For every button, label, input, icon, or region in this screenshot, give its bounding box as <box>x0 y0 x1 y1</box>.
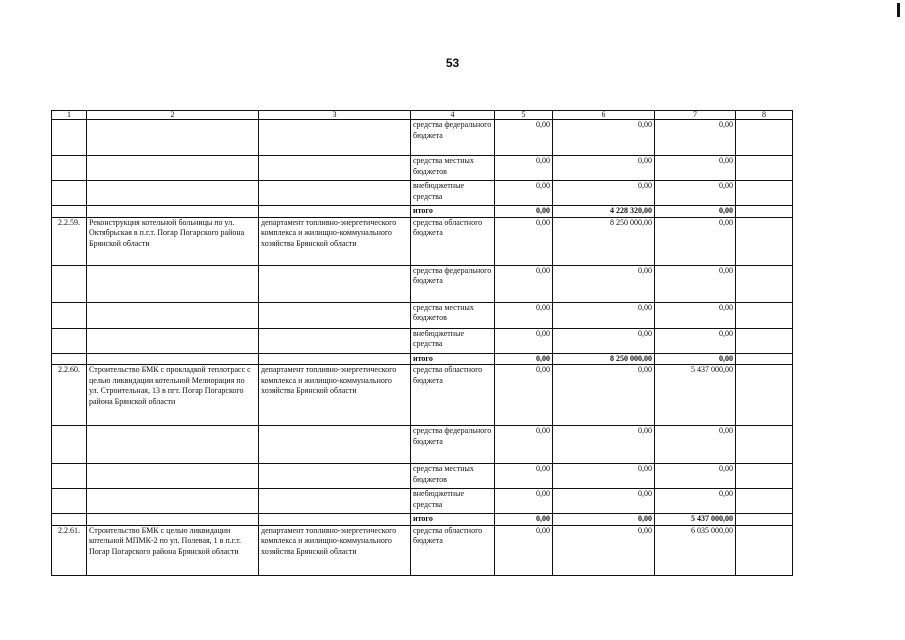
table-row <box>52 302 793 328</box>
cell-funding-source: средства областного бюджета <box>411 525 495 575</box>
cell-col6-amount: 0,00 <box>553 302 655 328</box>
table-row <box>52 265 793 302</box>
cell-col5-amount: 0,00 <box>495 217 553 265</box>
table-row <box>52 489 793 514</box>
table-row-total <box>52 206 793 218</box>
cell-department <box>259 489 411 514</box>
scan-edge-mark <box>897 3 900 17</box>
cell-funding-source: средства областного бюджета <box>411 365 495 426</box>
cell-col7-amount: 0,00 <box>655 464 736 489</box>
cell-code <box>52 120 87 156</box>
cell-measure-name <box>87 328 259 353</box>
cell-col8 <box>736 156 793 181</box>
cell-code <box>52 514 87 526</box>
cell-measure-name <box>87 265 259 302</box>
cell-code <box>52 464 87 489</box>
cell-department <box>259 426 411 464</box>
cell-col7-amount: 0,00 <box>655 156 736 181</box>
cell-col7-amount: 0,00 <box>655 206 736 218</box>
cell-measure-name: Строительство БМК с целью ликвидации котельной МПМК-2 по ул. Полевая, 1 в п.г.т. Погар Погарского района Брянской области <box>87 525 259 575</box>
cell-funding-source: итого <box>411 353 495 365</box>
cell-measure-name <box>87 302 259 328</box>
cell-department: департамент топливно-энергетического комплекса и жилищно-коммунального хозяйства Брянской области <box>259 365 411 426</box>
cell-code <box>52 328 87 353</box>
table-row <box>52 426 793 464</box>
cell-col6-amount: 0,00 <box>553 514 655 526</box>
cell-measure-name <box>87 156 259 181</box>
col-header-2: 2 <box>87 111 259 120</box>
cell-col7-amount: 0,00 <box>655 353 736 365</box>
cell-code <box>52 302 87 328</box>
cell-col6-amount: 0,00 <box>553 181 655 206</box>
table-row <box>52 217 793 265</box>
cell-department <box>259 265 411 302</box>
cell-funding-source: средства федерального бюджета <box>411 426 495 464</box>
cell-col6-amount: 0,00 <box>553 120 655 156</box>
budget-table <box>51 110 793 576</box>
cell-department: департамент топливно-энергетического комплекса и жилищно-коммунального хозяйства Брянской области <box>259 525 411 575</box>
cell-col5-amount: 0,00 <box>495 206 553 218</box>
cell-col6-amount: 4 228 320,00 <box>553 206 655 218</box>
cell-funding-source: внебюджетные средства <box>411 328 495 353</box>
cell-col6-amount: 0,00 <box>553 426 655 464</box>
col-header-4: 4 <box>411 111 495 120</box>
table-row-total <box>52 353 793 365</box>
col-header-5: 5 <box>495 111 553 120</box>
cell-funding-source: средства местных бюджетов <box>411 156 495 181</box>
cell-code: 2.2.60. <box>52 365 87 426</box>
cell-department <box>259 464 411 489</box>
page-number: 53 <box>445 56 460 70</box>
cell-measure-name <box>87 181 259 206</box>
cell-funding-source: средства местных бюджетов <box>411 302 495 328</box>
table-row <box>52 181 793 206</box>
cell-col6-amount: 0,00 <box>553 464 655 489</box>
header-row <box>52 111 793 120</box>
cell-col6-amount: 0,00 <box>553 365 655 426</box>
col-header-3: 3 <box>259 111 411 120</box>
table-row <box>52 525 793 575</box>
cell-col7-amount: 6 035 000,00 <box>655 525 736 575</box>
cell-department: департамент топливно-энергетического комплекса и жилищно-коммунального хозяйства Брянской области <box>259 217 411 265</box>
cell-col7-amount: 0,00 <box>655 489 736 514</box>
cell-col5-amount: 0,00 <box>495 525 553 575</box>
cell-col8 <box>736 120 793 156</box>
cell-col8 <box>736 328 793 353</box>
cell-col5-amount: 0,00 <box>495 265 553 302</box>
cell-col8 <box>736 514 793 526</box>
cell-department <box>259 120 411 156</box>
table-row-total <box>52 514 793 526</box>
cell-funding-source: итого <box>411 206 495 218</box>
cell-code: 2.2.61. <box>52 525 87 575</box>
cell-col7-amount: 0,00 <box>655 120 736 156</box>
cell-col5-amount: 0,00 <box>495 365 553 426</box>
cell-funding-source: средства местных бюджетов <box>411 464 495 489</box>
col-header-6: 6 <box>553 111 655 120</box>
cell-col8 <box>736 489 793 514</box>
cell-funding-source: внебюджетные средства <box>411 181 495 206</box>
cell-col6-amount: 0,00 <box>553 525 655 575</box>
cell-col8 <box>736 206 793 218</box>
cell-col5-amount: 0,00 <box>495 464 553 489</box>
cell-funding-source: итого <box>411 514 495 526</box>
cell-col7-amount: 0,00 <box>655 328 736 353</box>
cell-col6-amount: 0,00 <box>553 489 655 514</box>
cell-col6-amount: 8 250 000,00 <box>553 217 655 265</box>
cell-col5-amount: 0,00 <box>495 514 553 526</box>
cell-code <box>52 353 87 365</box>
cell-code <box>52 489 87 514</box>
cell-col6-amount: 0,00 <box>553 265 655 302</box>
cell-department <box>259 206 411 218</box>
cell-col7-amount: 0,00 <box>655 217 736 265</box>
cell-code <box>52 156 87 181</box>
cell-col8 <box>736 302 793 328</box>
cell-col8 <box>736 426 793 464</box>
cell-measure-name <box>87 514 259 526</box>
col-header-1: 1 <box>52 111 87 120</box>
cell-measure-name <box>87 353 259 365</box>
cell-department <box>259 328 411 353</box>
cell-col7-amount: 0,00 <box>655 265 736 302</box>
cell-col6-amount: 0,00 <box>553 156 655 181</box>
cell-code <box>52 265 87 302</box>
cell-measure-name <box>87 464 259 489</box>
col-header-8: 8 <box>736 111 793 120</box>
cell-measure-name <box>87 206 259 218</box>
cell-funding-source: средства областного бюджета <box>411 217 495 265</box>
cell-col8 <box>736 365 793 426</box>
cell-code: 2.2.59. <box>52 217 87 265</box>
cell-measure-name <box>87 120 259 156</box>
cell-col8 <box>736 353 793 365</box>
cell-code <box>52 206 87 218</box>
cell-funding-source: средства федерального бюджета <box>411 120 495 156</box>
table-row <box>52 464 793 489</box>
cell-col5-amount: 0,00 <box>495 489 553 514</box>
cell-funding-source: средства федерального бюджета <box>411 265 495 302</box>
table-row <box>52 365 793 426</box>
cell-col7-amount: 5 437 000,00 <box>655 514 736 526</box>
cell-col8 <box>736 181 793 206</box>
cell-col6-amount: 8 250 000,00 <box>553 353 655 365</box>
cell-measure-name: Реконструкция котельной больницы по ул. Октябрьская в п.г.т. Погар Погарского района Брянской области <box>87 217 259 265</box>
table-row <box>52 120 793 156</box>
cell-department <box>259 156 411 181</box>
cell-col7-amount: 0,00 <box>655 181 736 206</box>
cell-col5-amount: 0,00 <box>495 302 553 328</box>
cell-department <box>259 302 411 328</box>
cell-col5-amount: 0,00 <box>495 426 553 464</box>
cell-col7-amount: 0,00 <box>655 426 736 464</box>
cell-col8 <box>736 464 793 489</box>
cell-code <box>52 181 87 206</box>
table-row <box>52 156 793 181</box>
cell-measure-name: Строительство БМК с прокладкой теплотрасс с целью ликвидации котельной Мелиорация по ул. Строительная, 13 в пгт. Погар Погарского района Брянской области <box>87 365 259 426</box>
cell-col5-amount: 0,00 <box>495 156 553 181</box>
table-row <box>52 328 793 353</box>
cell-department <box>259 514 411 526</box>
cell-col7-amount: 5 437 000,00 <box>655 365 736 426</box>
cell-col8 <box>736 525 793 575</box>
cell-funding-source: внебюджетные средства <box>411 489 495 514</box>
cell-col7-amount: 0,00 <box>655 302 736 328</box>
cell-col5-amount: 0,00 <box>495 353 553 365</box>
cell-measure-name <box>87 489 259 514</box>
cell-col8 <box>736 217 793 265</box>
cell-col6-amount: 0,00 <box>553 328 655 353</box>
cell-col5-amount: 0,00 <box>495 181 553 206</box>
cell-col8 <box>736 265 793 302</box>
cell-department <box>259 181 411 206</box>
cell-code <box>52 426 87 464</box>
cell-col5-amount: 0,00 <box>495 120 553 156</box>
col-header-7: 7 <box>655 111 736 120</box>
cell-col5-amount: 0,00 <box>495 328 553 353</box>
cell-measure-name <box>87 426 259 464</box>
table-body <box>52 120 793 576</box>
cell-department <box>259 353 411 365</box>
